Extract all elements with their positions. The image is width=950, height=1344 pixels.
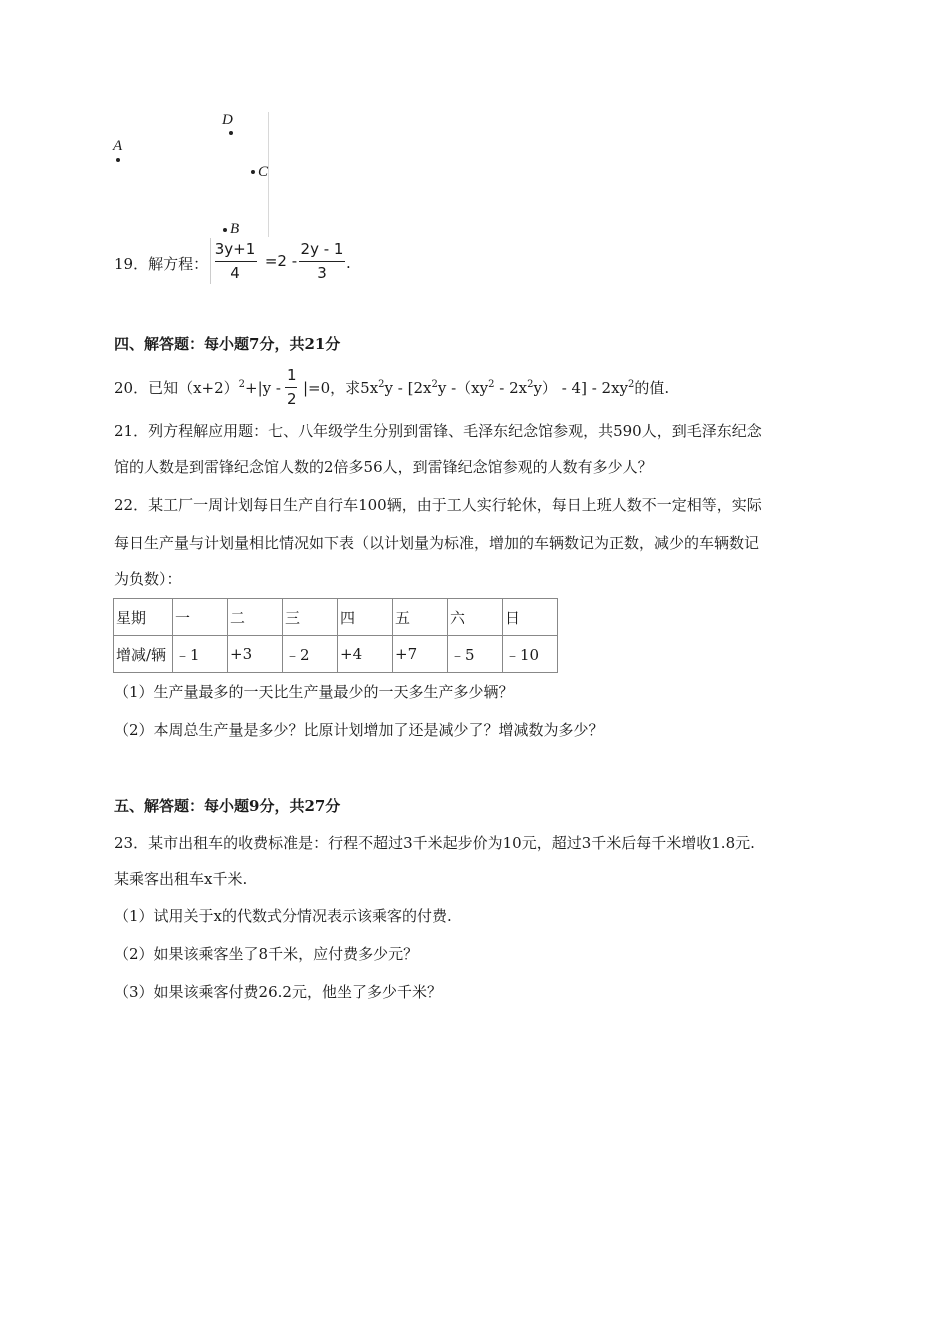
table-cell: +7 [393, 636, 448, 673]
q19-prefix: 19．解方程： [114, 255, 209, 273]
table-cell: 六 [448, 599, 503, 636]
point-a-label: A [113, 138, 123, 154]
q19-right-fraction-bar [299, 261, 345, 262]
q23-sub3: （3）如果该乘客付费26.2元，他坐了多少千米？ [114, 983, 442, 1001]
table-cell: ﹣2 [283, 636, 338, 673]
table-cell: 增减/辆 [114, 636, 173, 673]
q22-line3: 为负数）： [114, 570, 182, 588]
table-cell: 星期 [114, 599, 173, 636]
table-cell: 四 [338, 599, 393, 636]
q23-sub2: （2）如果该乘客坐了8千米，应付费多少元？ [114, 945, 419, 963]
point-a-dot [116, 158, 120, 162]
table-cell: 日 [503, 599, 558, 636]
q20-sup5: 2 [527, 379, 534, 390]
q23-line2: 某乘客出租车x千米. [114, 870, 248, 888]
q20-sup1: 2 [238, 379, 246, 390]
q20-part8: 的值. [634, 379, 670, 397]
table-row [114, 636, 558, 673]
q19-left-fraction-bar [215, 261, 257, 262]
point-d-dot [229, 131, 233, 135]
q20-part4: y - [2x [384, 379, 432, 397]
q22-sub1: （1）生产量最多的一天比生产量最少的一天多生产多少辆？ [114, 683, 514, 701]
q23-line1: 23．某市出租车的收费标准是：行程不超过3千米起步价为10元，超过3千米后每千米增收1.8元. [114, 834, 755, 852]
q20-sup3: 2 [431, 379, 438, 390]
q19-middle: =2 - [264, 252, 298, 270]
question-20 [114, 366, 670, 408]
point-c-dot [251, 170, 255, 174]
q22-sub2: （2）本周总生产量是多少？比原计划增加了还是减少了？增减数为多少？ [114, 721, 604, 739]
table-cell: 五 [393, 599, 448, 636]
point-b-dot [223, 228, 227, 232]
q20-part3: |=0，求5x [302, 379, 379, 397]
table-cell: 二 [228, 599, 283, 636]
q19-right-denominator: 3 [317, 264, 327, 282]
q20-frac-bar [285, 387, 297, 388]
table-cell: 三 [283, 599, 338, 636]
point-c-label: C [258, 164, 269, 180]
table-cell: +4 [338, 636, 393, 673]
q19-right-numerator: 2y - 1 [300, 240, 344, 258]
q20-sup4: 2 [488, 379, 495, 390]
q20-part5: y -（xy [437, 379, 489, 397]
table-cell: 一 [173, 599, 228, 636]
table-cell: ﹣10 [503, 636, 558, 673]
q22-line2: 每日生产量与计划量相比情况如下表（以计划量为标准，增加的车辆数记为正数，减少的车辆数记 [114, 534, 760, 552]
section-5-heading: 五、解答题：每小题9分，共27分 [114, 797, 341, 815]
q20-frac-numerator: 1 [286, 366, 297, 384]
q20-part6: - 2x [494, 379, 528, 397]
q19-left-numerator: 3y+1 [214, 240, 256, 258]
table-cell: ﹣1 [173, 636, 228, 673]
q20-fraction [281, 366, 303, 408]
table-cell: +3 [228, 636, 283, 673]
q20-part2: +|y - [245, 379, 281, 397]
table-row [114, 599, 558, 636]
q21-line1: 21．列方程解应用题：七、八年级学生分别到雷锋、毛泽东纪念馆参观，共590人，到毛泽东纪念 [114, 422, 762, 440]
q20-sup6: 2 [628, 379, 635, 390]
q20-sup2: 2 [378, 379, 385, 390]
q20-part7: y） - 4] - 2xy [533, 379, 629, 397]
q23-sub1: （1）试用关于x的代数式分情况表示该乘客的付费. [114, 907, 452, 925]
q20-part1: 20．已知（x+2） [114, 379, 239, 397]
section-4-heading: 四、解答题：每小题7分，共21分 [114, 335, 341, 353]
table-cell: ﹣5 [448, 636, 503, 673]
point-d-label: D [222, 112, 233, 128]
q20-frac-denominator: 2 [286, 390, 297, 408]
q19-equation [210, 238, 351, 284]
figure-border-line [268, 112, 269, 237]
production-table [113, 598, 558, 673]
q22-line1: 22．某工厂一周计划每日生产自行车100辆，由于工人实行轮休，每日上班人数不一定相等，实际 [114, 496, 762, 514]
point-b-label: B [230, 221, 240, 237]
q19-left-denominator: 4 [230, 264, 240, 282]
q21-line2: 馆的人数是到雷锋纪念馆人数的2倍多56人，到雷锋纪念馆参观的人数有多少人？ [114, 458, 653, 476]
q19-end: . [346, 254, 351, 272]
